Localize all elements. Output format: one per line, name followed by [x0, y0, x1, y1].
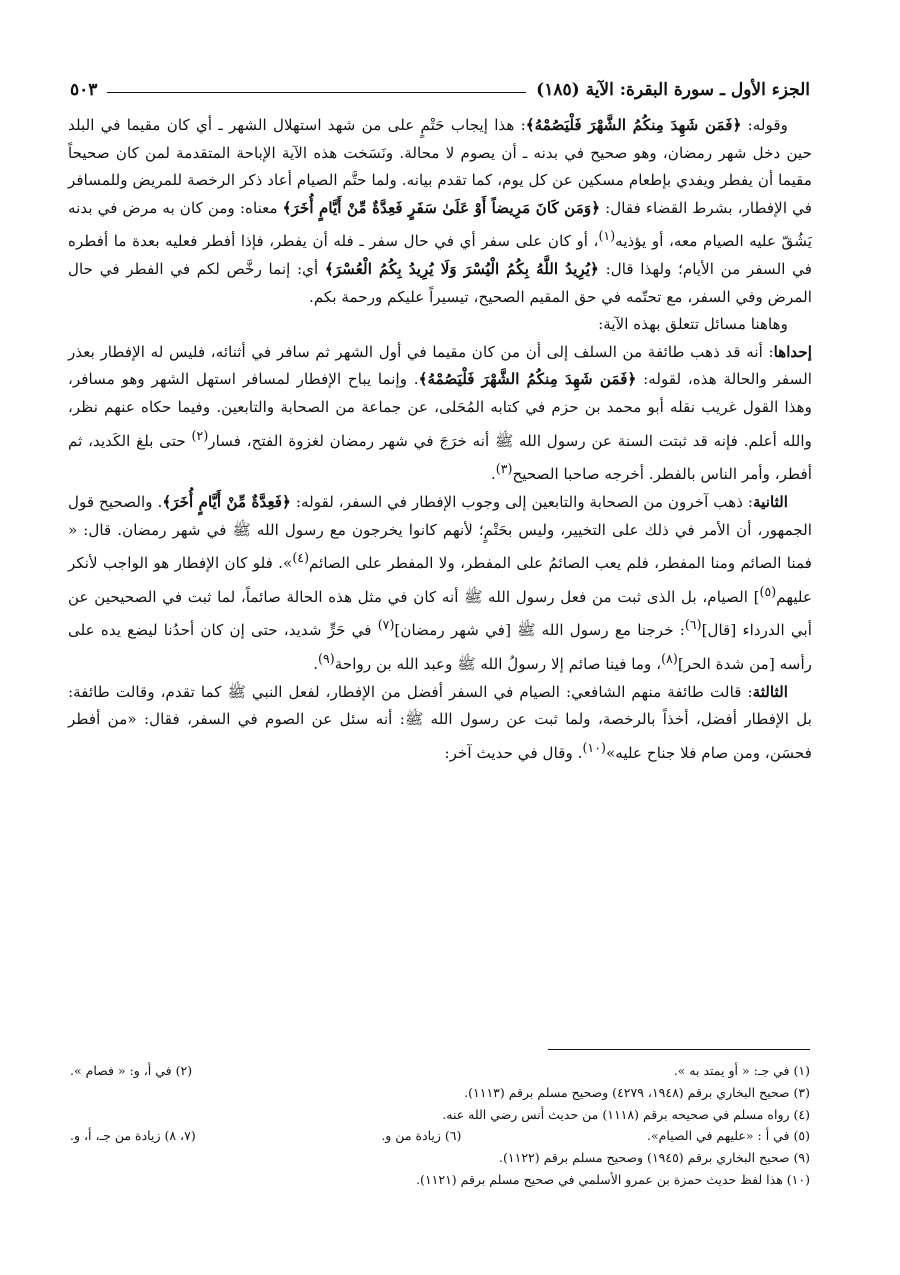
text-run: ». فلو كان الإفطار هو الواجب لأنكر عليهم: [68, 554, 812, 606]
header-rule: [107, 92, 526, 93]
footnote-separator: [548, 1049, 810, 1050]
footnote-ref: (٣): [495, 461, 513, 477]
quran-verse: ﴿فَمَن شَهِدَ مِنكُمُ الشَّهْرَ فَلْيَصُمْهُ﴾: [418, 370, 637, 389]
footnote-ref: (٧): [377, 617, 395, 633]
text-run: أي: إنما رخَّص لكم في الفطر في حال المرض وفي السفر، مع تحتّمه في حق المقيم الصحيح، تيسيراً عليكم ورحمة بكم.: [68, 260, 812, 306]
footnote-10: (١٠) هذا لفظ حديث حمزة بن عمرو الأسلمي في صحيح مسلم برقم (١١٢١).: [416, 1171, 810, 1187]
paragraph: [68, 339, 812, 489]
footnote-ref: (٦): [684, 617, 702, 633]
footnote-ref: (٢): [191, 427, 209, 443]
footnote-ref: (١): [598, 228, 616, 244]
text-run: وقوله:: [741, 116, 789, 134]
footnote-ref: (٩): [318, 651, 335, 667]
text-run: ] الصيام، بل الذى ثبت من فعل رسول الله ﷺ أنه كان في مثل هذه الحالة صائماً، لما ثبت في الصحيحين عن أبي الدرداء [قال]: [68, 587, 812, 640]
text-run: . وقال في حديث آخر:: [444, 743, 583, 762]
footnote-4: (٤) رواه مسلم في صحيحه برقم (١١١٨) من حديث أنس رضي الله عنه.: [442, 1106, 810, 1122]
footnote-row: [70, 1082, 810, 1104]
text-run: وهاهنا مسائل تتعلق بهذه الآية:: [598, 315, 788, 334]
issue-heading: الثالثة: [752, 682, 788, 701]
footnote-9: (٩) صحيح البخاري برقم (١٩٤٥) وصحيح مسلم برقم (١١٢٢).: [499, 1150, 810, 1166]
footnote-row: [70, 1169, 810, 1191]
footnote-ref: (٨): [661, 651, 678, 667]
text-run: : ذهب آخرون من الصحابة والتابعين إلى وجوب الإفطار في السفر، لقوله:: [290, 492, 753, 511]
footnote-5: (٥) في أ : «عليهم في الصيام».: [647, 1128, 810, 1144]
footnotes: [70, 1060, 810, 1191]
text-run: .: [313, 655, 319, 674]
text-run: في حَرٍّ شديد، حتى إن كان أحدُنا ليضع يده على رأسه [من شدة الحر]: [68, 621, 812, 674]
text-run: . والصحيح قول الجمهور، أن الأمر في ذلك على التخيير، وليس بحَتْمٍ؛ لأنهم كانوا يخرجون مع رسول الله ﷺ في شهر رمضان. قال: « فمنا الصائم ومنا المفطر، فلم يعب الصائمُ على المفطر، ولا المفطر على الصائم: [68, 492, 812, 573]
text-run: : خرجنا مع رسول الله ﷺ [في شهر رمضان]: [394, 621, 685, 640]
running-title: الجزء الأول ـ سورة البقرة: الآية (١٨٥): [536, 80, 810, 100]
quran-verse: ﴿يُرِيدُ اللَّهُ بِكُمُ الْيُسْرَ وَلَا يُرِيدُ بِكُمُ الْعُسْرَ﴾: [324, 260, 599, 279]
quran-verse: ﴿فَمَن شَهِدَ مِنكُمُ الشَّهْرَ فَلْيَصُمْهُ﴾: [525, 116, 742, 134]
text-run: معناه: ومن كان به مرض في بدنه يَشُقّ عليه الصيام معه، أو يؤذيه: [68, 198, 812, 251]
page-body: [68, 112, 812, 768]
text-run: حتى بلغ الكَديد، ثم أفطر، وأمر الناس بالفطر. أخرجه صاحبا الصحيح: [68, 431, 812, 484]
paragraph: [68, 489, 812, 679]
text-run: .: [490, 465, 496, 484]
text-run: : هذا إيجاب حَتْمٍ على من شهد استهلال الشهر ـ أي كان مقيما في البلد حين دخل شهر رمضان، وهو صحيح في بدنه ـ أن يصوم لا محالة. ونَسَخت هذه الآية الإباحة المتقدمة لمن كان صحيحاً مقيما أن يفطر ويفدي بإطعام مسكين عن كل يوم، كما تقدم بيانه. ولما حتَّم الصيام أعاد ذكر الرخصة للمريض وللمسافر في الإفطار، بشرط القضاء فقال:: [68, 116, 812, 217]
text-run: : أنه قد ذهب طائفة من السلف إلى أن من كان مقيما في أول الشهر ثم سافر في أثنائه، فليس له الإفطار بعذر السفر والحالة هذه، لقوله:: [68, 342, 812, 389]
footnote-ref: (٥): [759, 583, 777, 599]
footnote-ref: (٤): [292, 550, 310, 566]
footnote-row: [70, 1125, 810, 1147]
quran-verse: ﴿فَعِدَّةٌ مِّنْ أَيَّامٍ أُخَرَ﴾: [162, 492, 291, 511]
quran-verse: ﴿وَمَن كَانَ مَرِيضاً أَوْ عَلَىٰ سَفَرٍ فَعِدَّةٌ مِّنْ أَيَّامٍ أُخَرَ﴾: [282, 198, 601, 217]
text-run: . وإنما يباح الإفطار لمسافر استهل الشهر وهو مسافر، وهذا القول غريب نقله أبو محمد بن حزم في كتابه المُحَلى، عن جماعة من الصحابة والتابعين. وفيما حكاه عنهم نظر، والله أعلم. فإنه قد ثبتت السنة عن رسول الله ﷺ أنه خرَجَ في شهر رمضان لغزوة الفتح، فسار: [68, 370, 812, 450]
footnote-row: [70, 1060, 810, 1082]
text-run: ، أو كان على سفر أي في حال سفر ـ فله أن يفطر، فإذا أفطر فعليه بعدة ما أفطره في السفر من الأيام؛ ولهذا قال:: [68, 232, 813, 279]
footnote-6: (٦) زيادة من و.: [381, 1128, 462, 1144]
text-run: ، وما فينا صائم إلا رسولُ الله ﷺ وعبد الله بن رواحة: [334, 655, 662, 674]
footnote-row: [70, 1104, 810, 1126]
footnote-ref: (١٠): [582, 739, 606, 755]
issue-heading: إحداها: [773, 342, 812, 361]
paragraph: [68, 679, 812, 768]
footnote-2: (٢) في أ، و: « فصام ».: [70, 1063, 193, 1078]
text-run: : قالت طائفة منهم الشافعي: الصيام في السفر أفضل من الإفطار، لفعل النبي ﷺ كما تقدم، وقالت طائفة: بل الإفطار أفضل، أخذاً بالرخصة، ولما ثبت عن رسول الله ﷺ: أنه سئل عن الصوم في السفر، فقال: «من أفطر فحسَن، ومن صام فلا جناح عليه»: [68, 682, 812, 762]
paragraph: [68, 311, 812, 339]
page-header: [70, 72, 810, 100]
footnote-row: [70, 1147, 810, 1169]
footnote-3: (٣) صحيح البخاري برقم (١٩٤٨، ٤٢٧٩) وصحيح مسلم برقم (١١١٣).: [464, 1084, 810, 1100]
page-number: ٥٠٣: [70, 80, 98, 100]
footnote-7-8: (٧، ٨) زيادة من جـ، أ، و.: [70, 1128, 196, 1144]
issue-heading: الثانية: [753, 492, 789, 511]
paragraph: [68, 112, 812, 311]
footnote-1: (١) في جـ: « أو يمتد به ».: [673, 1063, 810, 1078]
